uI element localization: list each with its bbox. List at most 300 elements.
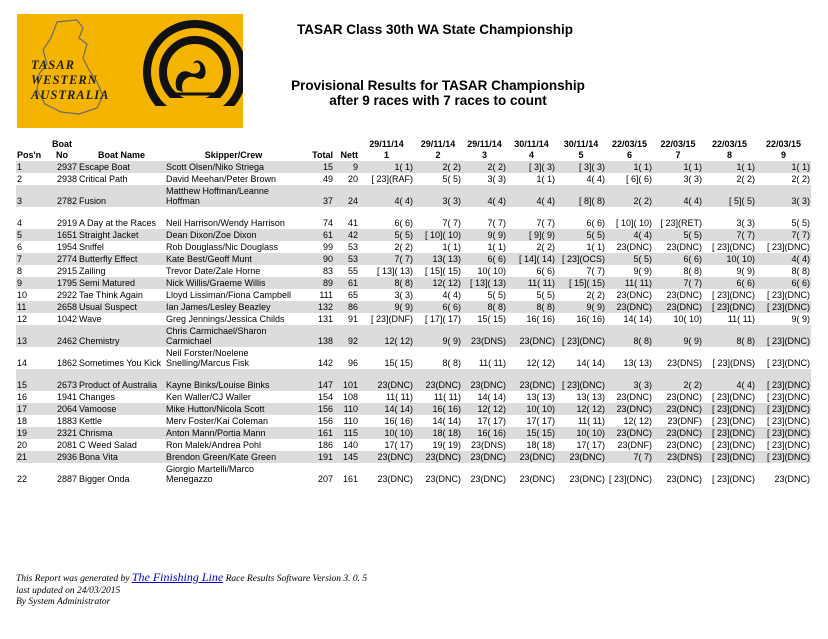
cell-race-4: 2( 2) [536,242,555,252]
cell-race-7: 23(DNC) [666,474,702,484]
cell-race-2: 13( 13) [414,253,462,265]
cell-boat-no: 2658 [46,301,78,313]
table-row [16,391,811,403]
cell-race-4: 12( 12) [526,358,555,368]
cell-race-9: 6( 6) [756,277,811,289]
header-race-3 [462,139,507,161]
cell-boat-name: Critical Path [79,174,128,184]
cell-race-8: [ 23](DNC) [711,416,755,426]
cell-pos: 17 [16,403,46,415]
header-race-date: 22/03/15 [611,139,648,149]
cell-race-8: [ 23](DNC) [711,242,755,252]
cell-race-6: [ 6]( 6) [625,174,652,184]
cell-nett: 91 [347,314,358,324]
cell-race-3: 9( 9) [462,229,507,241]
cell-race-5: 23(DNC) [569,474,605,484]
cell-race-6: 23(DNC) [606,403,653,415]
cell-race-3: 14( 14) [477,392,506,402]
cell-race-4: 6( 6) [536,266,555,276]
cell-boat-no: 2936 [46,451,78,463]
header-race-number: 3 [481,150,487,160]
cell-boat-no: 2673 [46,369,78,391]
cell-boat-no: 2782 [46,185,78,207]
cell-race-9: 5( 5) [791,218,810,228]
cell-race-8: [ 23](DNC) [703,301,756,313]
table-row [16,253,811,265]
cell-pos: 19 [16,427,46,439]
cell-race-7: 23(DNC) [653,403,703,415]
cell-nett: 140 [342,440,358,450]
cell-race-7: 6( 6) [653,253,703,265]
footer-author: By System Administrator [16,597,111,607]
cell-race-7: 23(DNC) [666,440,702,450]
header-race-number: 2 [435,150,441,160]
cell-boat-name: Usual Suspect [78,301,165,313]
cell-race-7: 23(DNS) [666,358,702,368]
cell-boat-no: 2321 [46,427,78,439]
cell-race-4: 5( 5) [536,290,555,300]
cell-total: 132 [302,301,334,313]
cell-boat-no: 2922 [56,290,77,300]
cell-race-7: 10( 10) [673,314,702,324]
cell-pos: 14 [17,358,28,368]
cell-race-1: 12( 12) [359,325,414,347]
cell-race-7: 9( 9) [653,325,703,347]
header-skipper: Skipper/Crew [204,150,263,160]
cell-pos: 15 [16,369,46,391]
cell-skipper: Kate Best/Geoff Munt [165,253,302,265]
cell-pos: 10 [17,290,28,300]
cell-boat-name: Escape Boat [78,161,165,173]
cell-pos: 18 [17,416,28,426]
header-row [16,139,811,161]
cell-race-5: [ 23](OCS) [556,253,606,265]
cell-race-4: [ 9]( 9) [507,229,556,241]
table-row [16,301,811,313]
header-race-number: 7 [675,150,681,160]
cell-race-2: 5( 5) [442,174,461,184]
cell-total: 49 [322,174,333,184]
table-row [16,463,811,485]
cell-race-4: 8( 8) [507,301,556,313]
cell-nett: 61 [334,277,359,289]
cell-race-2: 1( 1) [442,242,461,252]
cell-skipper: Brendon Green/Kate Green [165,451,302,463]
cell-boat-name: Chrisma [78,427,165,439]
table-row [16,403,811,415]
cell-race-4: 10( 10) [507,403,556,415]
cell-race-5: 5( 5) [556,229,606,241]
cell-boat-name: A Day at the Races [79,218,157,228]
cell-race-1: 15( 15) [384,358,413,368]
cell-boat-no: 2919 [56,218,77,228]
cell-boat-no: 2081 [56,440,77,450]
cell-boat-no: 1795 [46,277,78,289]
cell-race-9: 8( 8) [791,266,810,276]
cell-skipper: Dean Dixon/Zoe Dixon [165,229,302,241]
header-race-9 [756,139,811,161]
cell-race-8: [ 23](DNC) [711,474,755,484]
cell-race-9: [ 23](DNC) [766,242,810,252]
cell-race-5: [ 23](DNC) [556,369,606,391]
cell-race-6: 13( 13) [623,358,652,368]
cell-boat-name: Changes [79,392,116,402]
header-pos: Pos'n [17,150,42,160]
cell-total: 156 [317,416,333,426]
cell-race-3: 7( 7) [487,218,506,228]
cell-race-6: 23(DNF) [617,440,652,450]
cell-race-2: 6( 6) [414,301,462,313]
cell-race-8: 8( 8) [703,325,756,347]
cell-race-7: [ 23](RET) [660,218,702,228]
header-race-2 [414,139,462,161]
cell-total: 15 [302,161,334,173]
cell-skipper: Matthew Hoffman/Leanne Hoffman [165,185,302,207]
cell-pos: 4 [17,218,23,228]
header-race-date: 22/03/15 [711,139,748,149]
finishing-line-link[interactable]: The Finishing Line [131,570,224,584]
cell-race-7: 7( 7) [653,277,703,289]
cell-race-8: 1( 1) [703,161,756,173]
cell-race-4: 1( 1) [536,174,555,184]
cell-nett: 55 [347,266,358,276]
cell-race-4: 17( 17) [526,416,555,426]
cell-race-6: 23(DNC) [606,427,653,439]
header-total: Total [312,150,333,160]
cell-skipper: Neil Harrison/Wendy Harrison [166,218,285,228]
cell-pos: 20 [17,440,28,450]
cell-race-6: 23(DNC) [616,290,652,300]
cell-boat-no: 2915 [56,266,77,276]
cell-boat-name: Zailing [79,266,106,276]
cell-race-7: 23(DNC) [666,242,702,252]
cell-total: 156 [302,403,334,415]
subtitle-line-1: Provisional Results for TASAR Championship [291,78,585,93]
cell-race-4: 7( 7) [536,218,555,228]
cell-race-6: 11( 11) [606,277,653,289]
cell-race-2: [ 17]( 17) [424,314,461,324]
cell-race-9: 7( 7) [756,229,811,241]
cell-race-5: 6( 6) [586,218,605,228]
cell-boat-no: 1651 [46,229,78,241]
table-row [16,241,811,253]
cell-boat-no: 2064 [46,403,78,415]
cell-total: 131 [317,314,333,324]
cell-race-5: 12( 12) [556,403,606,415]
cell-race-9: 3( 3) [756,185,811,207]
cell-race-9: [ 23](DNC) [756,451,811,463]
cell-skipper: Mike Hutton/Nicola Scott [165,403,302,415]
cell-nett: 145 [334,451,359,463]
header-race-7 [653,139,703,161]
header-race-number: 1 [383,150,389,160]
cell-race-5: [ 8]( 8) [556,185,606,207]
logo-line-1: TASAR [31,58,75,72]
table-row [16,265,811,277]
header-race-date: 30/11/14 [563,139,599,149]
cell-boat-no: 2937 [46,161,78,173]
cell-race-8: [ 23](DNC) [711,392,755,402]
cell-nett: 108 [342,392,358,402]
table-row [16,325,811,347]
cell-pos: 8 [17,266,23,276]
cell-race-6: 3( 3) [606,369,653,391]
cell-total: 37 [302,185,334,207]
header-race-5 [556,139,606,161]
cell-race-6: 23(DNC) [616,242,652,252]
cell-skipper: Rob Douglass/Nic Douglass [166,242,279,252]
cell-nett: 53 [334,253,359,265]
cell-pos: 12 [17,314,28,324]
header-race-number: 5 [578,150,584,160]
logo-line-3: AUSTRALIA [31,88,110,102]
table-row [16,439,811,451]
cell-race-8: [ 23](DNC) [703,427,756,439]
cell-total: 83 [322,266,333,276]
cell-skipper: Ken Waller/CJ Waller [166,392,251,402]
cell-skipper: Kayne Binks/Louise Binks [165,369,302,391]
cell-boat-name: Chemistry [78,325,165,347]
cell-boat-no: 1042 [56,314,77,324]
cell-total: 142 [317,358,333,368]
cell-race-7: 8( 8) [683,266,702,276]
page-subtitle [268,78,608,108]
header-race-date: 29/11/14 [467,139,502,149]
cell-race-5: [ 23](DNC) [556,325,606,347]
cell-race-7: 23(DNC) [653,301,703,313]
cell-race-6: 5( 5) [606,253,653,265]
header-race-date: 29/11/14 [420,139,456,149]
cell-nett: 86 [334,301,359,313]
cell-nett: 42 [334,229,359,241]
cell-race-3: 23(DNC) [462,369,507,391]
cell-nett: 92 [334,325,359,347]
table-row [16,185,811,207]
cell-race-2: 2( 2) [414,161,462,173]
logo-line-2: WESTERN [31,73,98,87]
cell-race-4: 23(DNC) [507,451,556,463]
header-boat-no-top: Boat [52,139,72,149]
table-row [16,229,811,241]
cell-nett: 24 [334,185,359,207]
cell-pos: 3 [16,185,46,207]
cell-race-5: 14( 14) [576,358,605,368]
cell-race-7: 23(DNC) [666,392,702,402]
cell-race-6: 4( 4) [606,229,653,241]
cell-race-1: 16( 16) [384,416,413,426]
cell-race-6: 9( 9) [633,266,652,276]
cell-race-2: 4( 4) [442,290,461,300]
cell-race-4: 18( 18) [526,440,555,450]
cell-skipper: Greg Jennings/Jessica Childs [166,314,285,324]
cell-race-4: 11( 11) [507,277,556,289]
cell-race-1: 10( 10) [359,427,414,439]
header-race-date: 30/11/14 [514,139,549,149]
cell-total: 147 [302,369,334,391]
table-row [16,427,811,439]
header-race-date: 22/03/15 [660,139,696,149]
cell-race-4: 13( 13) [526,392,555,402]
cell-nett: 9 [334,161,359,173]
cell-boat-no: 2774 [46,253,78,265]
cell-race-9: 23(DNC) [774,474,810,484]
cell-race-7: 23(DNC) [666,290,702,300]
cell-race-3: 8( 8) [462,301,507,313]
cell-race-6: [ 23](DNC) [608,474,652,484]
cell-pos: 21 [16,451,46,463]
cell-boat-no: 1862 [56,358,77,368]
table-row [16,161,811,173]
cell-boat-name: Fusion [78,185,165,207]
cell-boat-name: Kettle [79,416,103,426]
cell-race-3: 16( 16) [462,427,507,439]
cell-pos: 9 [16,277,46,289]
cell-nett: 101 [334,369,359,391]
cell-race-1: 6( 6) [394,218,413,228]
cell-race-8: [ 23](DNS) [712,358,755,368]
cell-race-6: 1( 1) [606,161,653,173]
cell-race-5: 10( 10) [556,427,606,439]
cell-race-3: 23(DNS) [470,440,506,450]
cell-race-3: 12( 12) [462,403,507,415]
cell-skipper: Merv Foster/Kai Coleman [166,416,269,426]
cell-race-3: [ 13]( 13) [462,277,507,289]
cell-race-2: 9( 9) [414,325,462,347]
table-row [16,451,811,463]
cell-race-4: 23(DNC) [507,369,556,391]
cell-total: 191 [302,451,334,463]
cell-race-1: 3( 3) [394,290,413,300]
cell-race-8: [ 23](DNC) [711,440,755,450]
cell-boat-no: 2462 [46,325,78,347]
cell-pos: 11 [16,301,46,313]
cell-race-9: 4( 4) [756,253,811,265]
cell-race-1: 5( 5) [359,229,414,241]
cell-race-3: 23(DNS) [462,325,507,347]
cell-race-9: [ 23](DNC) [756,325,811,347]
cell-race-2: 18( 18) [414,427,462,439]
cell-race-5: 2( 2) [586,290,605,300]
header-race-date: 22/03/15 [765,139,802,149]
cell-nett: 20 [347,174,358,184]
cell-total: 154 [317,392,333,402]
cell-race-3: 1( 1) [487,242,506,252]
header-race-date: 29/11/14 [369,139,404,149]
cell-race-9: [ 23](DNC) [756,403,811,415]
cell-race-4: [ 3]( 3) [507,161,556,173]
cell-skipper: Scott Olsen/Niko Striega [165,161,302,173]
cell-nett: 96 [347,358,358,368]
cell-race-3: 10( 10) [477,266,506,276]
cell-race-9: [ 23](DNC) [766,392,810,402]
cell-race-9: [ 23](DNC) [766,358,810,368]
cell-boat-name: Bona Vita [78,451,165,463]
table-row [16,173,811,185]
cell-pos: 5 [16,229,46,241]
cell-race-6: 23(DNC) [616,392,652,402]
header-race-8 [703,139,756,161]
header-race-number: 8 [726,150,732,160]
cell-skipper: Anton Mann/Portia Mann [165,427,302,439]
cell-race-2: 14( 14) [432,416,461,426]
cell-boat-no: 2938 [56,174,77,184]
cell-boat-name: Sometimes You Kick [79,358,162,368]
cell-race-5: [ 3]( 3) [556,161,606,173]
cell-race-5: [ 15]( 15) [556,277,606,289]
cell-pos: 1 [16,161,46,173]
cell-race-2: 16( 16) [414,403,462,415]
cell-race-2: 23(DNC) [414,369,462,391]
cell-total: 90 [302,253,334,265]
cell-race-8: 4( 4) [703,369,756,391]
cell-skipper: David Meehan/Peter Brown [166,174,277,184]
table-row [16,313,811,325]
cell-race-4: 15( 15) [507,427,556,439]
cell-nett: 161 [342,474,358,484]
cell-race-8: 6( 6) [703,277,756,289]
cell-race-8: [ 23](DNC) [703,451,756,463]
header-nett: Nett [340,150,358,160]
cell-race-3: 23(DNC) [470,474,506,484]
cell-race-3: 15( 15) [477,314,506,324]
page-title: TASAR Class 30th WA State Championship [297,22,574,37]
cell-boat-name: Tae Think Again [79,290,143,300]
table-row [16,289,811,301]
cell-race-9: [ 23](DNC) [766,440,810,450]
cell-race-1: 23(DNC) [359,451,414,463]
footer-line-1-post: Race Results Software Version 3. 0. 5 [225,574,368,584]
cell-race-6: 7( 7) [606,451,653,463]
cell-boat-no: 1954 [56,242,77,252]
cell-nett: 53 [347,242,358,252]
cell-race-1: 4( 4) [359,185,414,207]
cell-total: 74 [322,218,333,228]
header-boat-no [46,139,78,161]
tasar-wa-logo [17,14,243,128]
cell-race-8: [ 23](DNC) [711,290,755,300]
cell-race-2: [ 10]( 10) [414,229,462,241]
cell-race-9: [ 23](DNC) [766,416,810,426]
cell-boat-no: 2887 [56,474,77,484]
cell-race-6: 12( 12) [623,416,652,426]
cell-race-2: 7( 7) [442,218,461,228]
cell-race-2: 11( 11) [433,392,461,402]
cell-race-3: 5( 5) [487,290,506,300]
cell-race-5: 1( 1) [586,242,605,252]
cell-race-3: 4( 4) [462,185,507,207]
cell-race-2: 8( 8) [442,358,461,368]
cell-boat-name: Vamoose [78,403,165,415]
cell-race-4: 4( 4) [507,185,556,207]
cell-pos: 6 [17,242,23,252]
header-race-number: 4 [528,150,534,160]
header-boat-name: Boat Name [97,150,145,160]
cell-total: 111 [319,290,333,300]
cell-skipper: Chris Carmichael/Sharon Carmichael [165,325,302,347]
swan-icon [176,61,206,92]
cell-total: 186 [317,440,333,450]
cell-total: 161 [302,427,334,439]
header-race-4 [507,139,556,161]
cell-nett: 110 [334,403,359,415]
cell-race-4: [ 14]( 14) [507,253,556,265]
cell-race-8: 11( 11) [727,314,755,324]
table-row [16,415,811,427]
cell-race-8: 7( 7) [703,229,756,241]
cell-race-1: 17( 17) [384,440,413,450]
cell-race-9: [ 23](DNC) [756,369,811,391]
cell-pos: 13 [16,325,46,347]
